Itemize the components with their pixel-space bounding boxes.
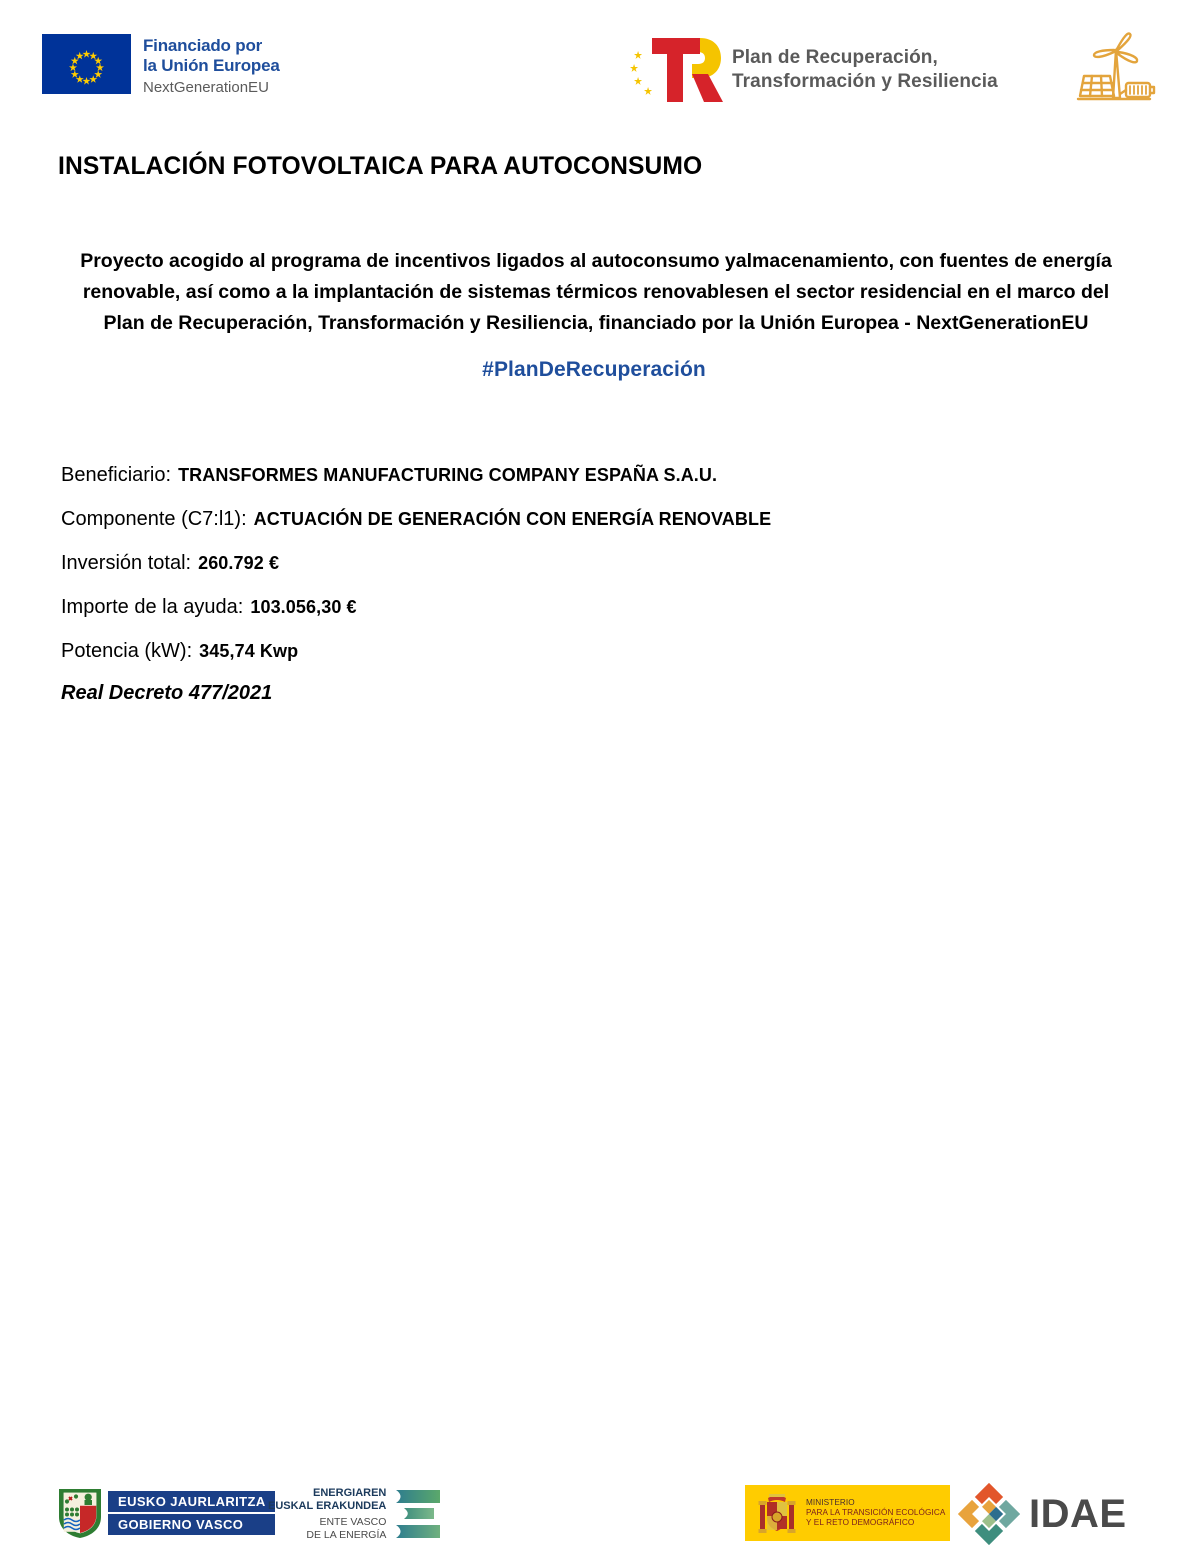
intro-body: acogido al programa de incentivos ligados al autoconsumo yalmacenamiento, con fuentes de energía renovable, así como a la implantación de sistemas térmicos renovablesen el sector residencial en el marco del Plan de Recuperación, Transformación y Resiliencia, financiado por la Unión Europea - NextGenerationEU [82, 250, 1112, 334]
ministerio-transicion-ecologica-logo [745, 1485, 950, 1541]
tr-monogram-icon [626, 30, 726, 110]
basque-coat-of-arms-icon [55, 1485, 105, 1540]
detail-label: Potencia (kW): [61, 640, 193, 662]
idae-logo [958, 1483, 1127, 1545]
eusko-bar-line2: GOBIERNO VASCO [108, 1514, 275, 1535]
wind-turbine-solar-battery-icon [1068, 28, 1160, 110]
detail-value: 103.056,30 € [250, 597, 357, 617]
ente-vasco-energia-logo [268, 1487, 442, 1541]
detail-label: Inversión total: [61, 552, 192, 574]
plan-recuperacion-emblem [626, 30, 998, 110]
eusko-jaurlaritza-wordmark [108, 1491, 275, 1535]
eusko-bar-line1: EUSKO JAURLARITZA [108, 1491, 275, 1512]
eve-line3: ENTE VASCO [319, 1516, 387, 1528]
eve-wordmark [268, 1487, 386, 1541]
eve-line1: ENERGIAREN [313, 1487, 387, 1499]
detail-row-inversion-total [61, 552, 771, 596]
detail-value: ACTUACIÓN DE GENERACIÓN CON ENERGÍA RENOVABLE [253, 509, 772, 529]
eu-emblem-line1: Financiado por [143, 36, 263, 55]
project-details-list [61, 464, 771, 684]
eu-emblem-line2: la Unión Europea [143, 56, 280, 75]
detail-row-componente [61, 508, 771, 552]
ministerio-line1: MINISTERIO [806, 1498, 855, 1507]
detail-row-importe-ayuda [61, 596, 771, 640]
eu-stars-circle-icon [42, 34, 131, 94]
idae-diamond-icon [958, 1483, 1020, 1545]
detail-row-beneficiario [61, 464, 771, 508]
header-logos-bar [0, 0, 1188, 130]
page-title: INSTALACIÓN FOTOVOLTAICA PARA AUTOCONSUMO [58, 152, 703, 180]
eu-emblem-line3: NextGenerationEU [143, 79, 269, 96]
hashtag-plan-recuperacion: #PlanDeRecuperación [482, 358, 706, 381]
european-union-flag-icon [42, 34, 131, 94]
eve-e-mark-icon [394, 1487, 442, 1541]
detail-label: Beneficiario: [61, 464, 172, 486]
idae-wordmark: IDAE [1029, 1492, 1127, 1536]
detail-label: Componente (C7:l1): [61, 508, 247, 530]
intro-lead: Proyecto [80, 250, 164, 272]
prtr-line2: Transformación y Resiliencia [732, 71, 998, 92]
spain-coat-of-arms-icon [754, 1490, 800, 1536]
eu-funding-emblem [42, 34, 280, 98]
real-decreto-reference: Real Decreto 477/2021 [61, 682, 273, 704]
eve-line2: EUSKAL ERAKUNDEA [268, 1500, 387, 1512]
footer-logos-bar [0, 735, 1188, 1541]
eusko-jaurlaritza-logo [55, 1485, 275, 1540]
ministerio-line2: PARA LA TRANSICIÓN ECOLÓGICA [806, 1508, 946, 1517]
intro-paragraph [60, 246, 1132, 339]
ministerio-wordmark [806, 1498, 945, 1528]
detail-value: 260.792 € [198, 553, 280, 573]
ministerio-line3: Y EL RETO DEMOGRÁFICO [806, 1518, 915, 1527]
detail-label: Importe de la ayuda: [61, 596, 244, 618]
eu-emblem-text [143, 34, 280, 98]
detail-value: TRANSFORMES MANUFACTURING COMPANY ESPAÑA S.A.U. [178, 465, 718, 485]
prtr-line1: Plan de Recuperación, [732, 47, 938, 68]
detail-row-potencia [61, 640, 771, 684]
eve-line4: DE LA ENERGÍA [306, 1528, 387, 1541]
detail-value: 345,74 Kwp [199, 641, 299, 661]
plan-recuperacion-text [732, 46, 998, 94]
